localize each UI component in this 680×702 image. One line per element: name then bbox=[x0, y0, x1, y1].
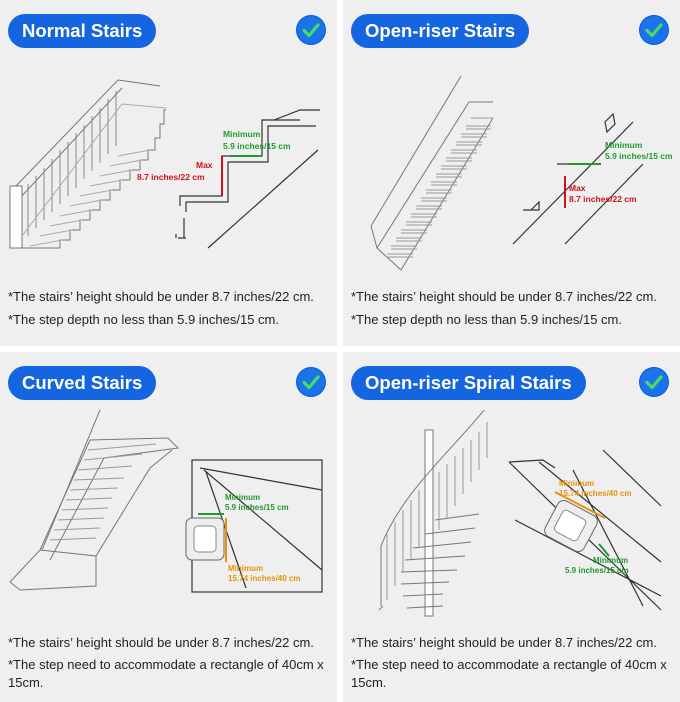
checkmark-icon bbox=[297, 16, 325, 44]
min-value: 15.74 inches/40 cm bbox=[559, 489, 632, 498]
max-label: Max bbox=[569, 183, 586, 193]
note-height: *The stairs’ height should be under 8.7 inches/22 cm. bbox=[351, 289, 657, 304]
min2-value: 5.9 inches/15 cm bbox=[565, 566, 629, 575]
open-riser-illustration bbox=[343, 58, 680, 278]
panel-normal-stairs bbox=[0, 0, 337, 346]
min-label: Minimum bbox=[223, 129, 261, 139]
panel-title: Curved Stairs bbox=[8, 366, 156, 400]
note-depth: *The step depth no less than 5.9 inches/15 cm. bbox=[8, 312, 280, 327]
checkmark-icon bbox=[297, 368, 325, 396]
step-rectangle-icon bbox=[186, 518, 224, 560]
checkmark-icon bbox=[640, 368, 668, 396]
note-height: *The stairs’ height should be under 8.7 inches/22 cm. bbox=[351, 635, 657, 650]
max-label: Max bbox=[196, 160, 213, 170]
panel-title: Normal Stairs bbox=[8, 14, 156, 48]
note-rectangle: *The step need to accommodate a rectangle of 40cm x 15cm. bbox=[351, 657, 667, 690]
min-label: Minimum bbox=[225, 493, 261, 502]
panel-title: Open-riser Spiral Stairs bbox=[351, 366, 586, 400]
min-label: Minimum bbox=[559, 479, 595, 488]
min-label: Minimum bbox=[605, 140, 643, 150]
note-depth: *The step depth no less than 5.9 inches/15 cm. bbox=[351, 312, 623, 327]
note-height: *The stairs’ height should be under 8.7 inches/22 cm. bbox=[8, 635, 314, 650]
min-value: 5.9 inches/15 cm bbox=[223, 141, 291, 151]
note-height: *The stairs’ height should be under 8.7 inches/22 cm. bbox=[8, 289, 314, 304]
note-rectangle: *The step need to accommodate a rectangle of 40cm x 15cm. bbox=[8, 657, 324, 690]
normal-stairs-illustration bbox=[0, 58, 337, 278]
checkmark-icon bbox=[640, 16, 668, 44]
min2-label: Minimum bbox=[228, 564, 264, 573]
max-value: 8.7 inches/22 cm bbox=[569, 194, 637, 204]
spiral-stairs-illustration bbox=[343, 410, 680, 630]
panel-open-riser-stairs bbox=[343, 0, 680, 346]
max-value: 8.7 inches/22 cm bbox=[137, 172, 205, 182]
min-value: 5.9 inches/15 cm bbox=[225, 503, 289, 512]
panel-title: Open-riser Stairs bbox=[351, 14, 529, 48]
min2-value: 15.74 inches/40 cm bbox=[228, 574, 301, 583]
min-value: 5.9 inches/15 cm bbox=[605, 151, 673, 161]
panel-curved-stairs bbox=[0, 352, 337, 702]
min2-label: Minimum bbox=[593, 556, 629, 565]
panel-open-riser-spiral-stairs bbox=[343, 352, 680, 702]
curved-stairs-illustration bbox=[0, 410, 337, 630]
